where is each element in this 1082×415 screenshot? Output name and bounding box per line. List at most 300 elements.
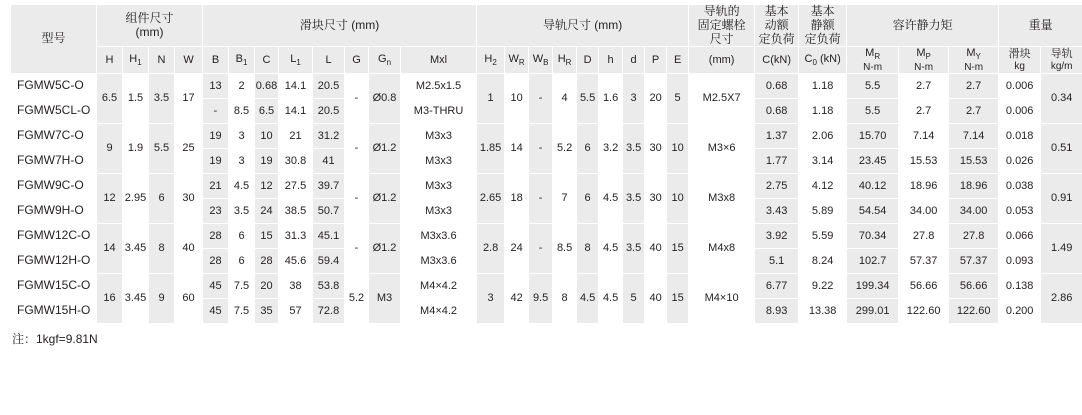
header-Mxl: Mxl: [401, 47, 477, 74]
cell-G: -: [345, 74, 369, 124]
cell-MR: 5.5: [847, 99, 899, 124]
row-model: FGMW7H-O: [11, 149, 97, 174]
cell-MY: 122.60: [949, 299, 999, 324]
cell-MY: 7.14: [949, 124, 999, 149]
cell-bolt: M4×10: [689, 274, 755, 324]
header-MY-base: M: [966, 47, 976, 60]
table-row: [11, 124, 1082, 149]
cell-Mxl: M3x3: [401, 149, 477, 174]
header-bolt-unit: (mm): [689, 47, 755, 74]
row-model: FGMW12C-O: [11, 224, 97, 249]
cell-L: 53.8: [313, 274, 345, 299]
cell-H: 6.5: [97, 74, 123, 124]
cell-G: 5.2: [345, 274, 369, 324]
cell-C: 20: [255, 274, 279, 299]
header-MR-base: M: [865, 47, 875, 60]
cell-H2: 1.85: [477, 124, 505, 174]
cell-bolt: M4x8: [689, 224, 755, 274]
cell-B1: 2: [229, 74, 255, 99]
cell-N: 5.5: [149, 124, 175, 174]
header-N: N: [149, 47, 175, 74]
cell-C-load: 3.43: [755, 199, 799, 224]
cell-C: 6.5: [255, 99, 279, 124]
cell-C: 19: [255, 149, 279, 174]
header-WR: [505, 47, 529, 74]
cell-MR: 299.01: [847, 299, 899, 324]
cell-L: 20.5: [313, 99, 345, 124]
cell-MP: 122.60: [899, 299, 949, 324]
header-L: L: [313, 47, 345, 74]
header-B: B: [203, 47, 229, 74]
cell-B1: 4.5: [229, 174, 255, 199]
cell-W: 17: [175, 74, 203, 124]
cell-D: 6: [577, 124, 599, 174]
cell-Mxl: M3x3: [401, 124, 477, 149]
cell-C: 24: [255, 199, 279, 224]
header-C0-base: C: [804, 53, 813, 66]
header-MP: [899, 47, 949, 74]
cell-G: -: [345, 224, 369, 274]
header-E: E: [667, 47, 689, 74]
header-B1-base: B: [235, 53, 243, 66]
header-rail-weight: [1041, 47, 1082, 74]
cell-MP: 34.00: [899, 199, 949, 224]
cell-H2: 1: [477, 74, 505, 124]
cell-Gn: M3: [369, 274, 401, 324]
cell-E: 5: [667, 74, 689, 124]
cell-MR: 199.34: [847, 274, 899, 299]
cell-L: 20.5: [313, 74, 345, 99]
header-W: W: [175, 47, 203, 74]
header-assembly-unit: (mm): [135, 24, 164, 39]
header-D: D: [577, 47, 599, 74]
header-P: P: [645, 47, 667, 74]
table-row: [11, 274, 1082, 299]
cell-H1: 2.95: [123, 174, 149, 224]
cell-block-weight: 0.138: [999, 274, 1041, 299]
cell-bolt: M3x8: [689, 174, 755, 224]
footnote: 注：1kgf=9.81N: [12, 332, 98, 347]
header-H1: [123, 47, 149, 74]
cell-C-load: 2.75: [755, 174, 799, 199]
header-C-kN: C(kN): [755, 47, 799, 74]
cell-Gn: Ø1.2: [369, 224, 401, 274]
cell-C0-load: 9.22: [799, 274, 847, 299]
header-model: 型号: [11, 5, 97, 74]
header-bolt-l1: 导轨的: [703, 4, 740, 18]
cell-MP: 7.14: [899, 124, 949, 149]
cell-Mxl: M3x3.6: [401, 249, 477, 274]
cell-C: 15: [255, 224, 279, 249]
cell-W: 40: [175, 224, 203, 274]
cell-MY: 2.7: [949, 99, 999, 124]
cell-L1: 38: [279, 274, 313, 299]
header-MR: [847, 47, 899, 74]
cell-Mxl: M3x3: [401, 174, 477, 199]
cell-h: 4.5: [599, 274, 623, 324]
cell-bolt: M2.5X7: [689, 74, 755, 124]
cell-MP: 2.7: [899, 99, 949, 124]
cell-WB: -: [529, 74, 553, 124]
cell-h: 4.5: [599, 224, 623, 274]
header-H1-base: H: [129, 53, 138, 66]
cell-C-load: 3.92: [755, 224, 799, 249]
header-h: h: [599, 47, 623, 74]
cell-WR: 24: [505, 224, 529, 274]
cell-N: 8: [149, 224, 175, 274]
cell-L1: 45.6: [279, 249, 313, 274]
cell-P: 40: [645, 274, 667, 324]
cell-rail-weight: 0.51: [1041, 124, 1082, 174]
cell-C: 10: [255, 124, 279, 149]
cell-L: 41: [313, 149, 345, 174]
cell-MR: 5.5: [847, 74, 899, 99]
cell-MY: 34.00: [949, 199, 999, 224]
header-L1-base: L: [290, 53, 297, 66]
cell-B: 45: [203, 299, 229, 324]
cell-Mxl: M3x3: [401, 199, 477, 224]
header-H: H: [97, 47, 123, 74]
row-model: FGMW9C-O: [11, 174, 97, 199]
cell-H: 9: [97, 124, 123, 174]
cell-L: 39.7: [313, 174, 345, 199]
header-B1: [229, 47, 255, 74]
row-model: FGMW7C-O: [11, 124, 97, 149]
cell-W: 25: [175, 124, 203, 174]
header-dynamic-load: [755, 5, 799, 47]
cell-C0-load: 8.24: [799, 249, 847, 274]
cell-block-weight: 0.038: [999, 174, 1041, 199]
cell-block-weight: 0.053: [999, 199, 1041, 224]
cell-N: 6: [149, 174, 175, 224]
row-model: FGMW5C-O: [11, 74, 97, 99]
header-block-weight-label: 滑块: [1008, 48, 1031, 61]
cell-MP: 2.7: [899, 74, 949, 99]
cell-B: 13: [203, 74, 229, 99]
cell-B1: 7.5: [229, 299, 255, 324]
cell-MR: 15.70: [847, 124, 899, 149]
header-L1-sub: 1: [296, 58, 301, 68]
header-MY: [949, 47, 999, 74]
cell-B1: 3: [229, 124, 255, 149]
header-WR-base: W: [508, 53, 519, 66]
cell-L1: 14.1: [279, 74, 313, 99]
cell-L1: 21: [279, 124, 313, 149]
cell-d: 3.5: [623, 224, 645, 274]
cell-MR: 40.12: [847, 174, 899, 199]
cell-h: 3.2: [599, 124, 623, 174]
cell-B: 23: [203, 199, 229, 224]
specification-table: [10, 4, 1082, 324]
cell-C: 12: [255, 174, 279, 199]
cell-Mxl: M3-THRU: [401, 99, 477, 124]
cell-P: 40: [645, 224, 667, 274]
cell-MP: 18.96: [899, 174, 949, 199]
header-block-weight: [999, 47, 1041, 74]
cell-block-weight: 0.093: [999, 249, 1041, 274]
cell-H1: 3.45: [123, 274, 149, 324]
cell-L1: 31.3: [279, 224, 313, 249]
cell-H: 12: [97, 174, 123, 224]
cell-N: 9: [149, 274, 175, 324]
header-dyn-l2: 动额: [764, 17, 789, 32]
cell-L: 50.7: [313, 199, 345, 224]
cell-HR: 4: [553, 74, 577, 124]
header-MR-sub: R: [874, 52, 881, 62]
header-H1-sub: 1: [137, 58, 142, 68]
cell-MY: 57.37: [949, 249, 999, 274]
cell-MR: 70.34: [847, 224, 899, 249]
table-row: [11, 224, 1082, 249]
header-d: d: [623, 47, 645, 74]
cell-d: 3: [623, 74, 645, 124]
cell-Gn: Ø1.2: [369, 174, 401, 224]
cell-B1: 7.5: [229, 274, 255, 299]
cell-N: 3.5: [149, 74, 175, 124]
cell-Gn: Ø0.8: [369, 74, 401, 124]
table-row: [11, 74, 1082, 99]
cell-H: 16: [97, 274, 123, 324]
cell-MP: 57.37: [899, 249, 949, 274]
cell-C: 35: [255, 299, 279, 324]
header-WB: [529, 47, 553, 74]
cell-block-weight: 0.006: [999, 99, 1041, 124]
cell-HR: 8.5: [553, 224, 577, 274]
cell-WR: 14: [505, 124, 529, 174]
cell-C0-load: 4.12: [799, 174, 847, 199]
cell-L1: 38.5: [279, 199, 313, 224]
header-assembly-label: 组件尺寸: [125, 10, 174, 25]
header-MR-unit: N-m: [863, 61, 883, 73]
table-header: [11, 5, 1082, 74]
cell-H1: 1.5: [123, 74, 149, 124]
cell-P: 20: [645, 74, 667, 124]
header-B1-sub: 1: [242, 58, 248, 68]
cell-WR: 10: [505, 74, 529, 124]
cell-WR: 42: [505, 274, 529, 324]
cell-h: 4.5: [599, 174, 623, 224]
cell-WR: 18: [505, 174, 529, 224]
cell-L1: 27.5: [279, 174, 313, 199]
cell-C0-load: 5.59: [799, 224, 847, 249]
cell-E: 10: [667, 124, 689, 174]
cell-B1: 3: [229, 149, 255, 174]
header-MY-unit: N-m: [964, 61, 984, 73]
cell-MY: 27.8: [949, 224, 999, 249]
cell-W: 30: [175, 174, 203, 224]
row-model: FGMW12H-O: [11, 249, 97, 274]
cell-D: 4.5: [577, 274, 599, 324]
cell-D: 8: [577, 224, 599, 274]
header-H2-base: H: [484, 53, 493, 66]
cell-C: 28: [255, 249, 279, 274]
header-MY-sub: Y: [975, 52, 981, 62]
cell-B: 19: [203, 124, 229, 149]
cell-L: 45.1: [313, 224, 345, 249]
cell-WB: -: [529, 174, 553, 224]
cell-L1: 30.8: [279, 149, 313, 174]
cell-B: -: [203, 99, 229, 124]
header-moment: 容许静力矩: [847, 5, 999, 47]
header-C0-kN: [799, 47, 847, 74]
cell-block-weight: 0.066: [999, 224, 1041, 249]
cell-C-load: 6.77: [755, 274, 799, 299]
header-HR-sub: R: [565, 58, 572, 68]
cell-C0-load: 5.89: [799, 199, 847, 224]
header-static-load: [799, 5, 847, 47]
cell-B1: 8.5: [229, 99, 255, 124]
cell-E: 15: [667, 224, 689, 274]
cell-C0-load: 1.18: [799, 74, 847, 99]
cell-Mxl: M4×4.2: [401, 299, 477, 324]
cell-P: 30: [645, 174, 667, 224]
header-Gn-base: G: [378, 53, 387, 66]
cell-C-load: 0.68: [755, 74, 799, 99]
cell-C0-load: 13.38: [799, 299, 847, 324]
cell-MR: 23.45: [847, 149, 899, 174]
cell-L1: 14.1: [279, 99, 313, 124]
cell-rail-weight: 0.91: [1041, 174, 1082, 224]
header-bolt: [689, 5, 755, 47]
header-MP-symbol: [899, 47, 948, 61]
cell-B: 19: [203, 149, 229, 174]
row-model: FGMW15H-O: [11, 299, 97, 324]
header-C0-unit: (kN): [816, 53, 841, 66]
header-H2: [477, 47, 505, 74]
cell-C0-load: 1.18: [799, 99, 847, 124]
cell-rail-weight: 1.49: [1041, 224, 1082, 274]
cell-d: 5: [623, 274, 645, 324]
cell-C: 0.68: [255, 74, 279, 99]
cell-C-load: 0.68: [755, 99, 799, 124]
cell-Mxl: M2.5x1.5: [401, 74, 477, 99]
cell-P: 30: [645, 124, 667, 174]
header-dyn-l3: 定负荷: [758, 31, 795, 46]
header-WR-sub: R: [518, 58, 525, 68]
cell-H2: 2.8: [477, 224, 505, 274]
header-MP-base: M: [916, 47, 926, 60]
cell-rail-weight: 2.86: [1041, 274, 1082, 324]
cell-d: 3.5: [623, 124, 645, 174]
header-stat-l2: 静额: [810, 17, 835, 32]
header-MP-sub: P: [925, 52, 931, 62]
table-body: [11, 74, 1082, 324]
row-model: FGMW9H-O: [11, 199, 97, 224]
cell-L1: 57: [279, 299, 313, 324]
cell-WB: -: [529, 124, 553, 174]
header-bolt-l2: 固定螺栓: [697, 17, 746, 32]
row-model: FGMW15C-O: [11, 274, 97, 299]
header-L1: [279, 47, 313, 74]
cell-L: 31.2: [313, 124, 345, 149]
cell-WB: -: [529, 224, 553, 274]
cell-L: 59.4: [313, 249, 345, 274]
cell-MY: 15.53: [949, 149, 999, 174]
header-bolt-l3: 尺寸: [709, 31, 734, 46]
cell-E: 15: [667, 274, 689, 324]
cell-MY: 2.7: [949, 74, 999, 99]
header-H2-sub: 2: [492, 58, 497, 68]
header-MY-symbol: [949, 47, 998, 61]
header-WB-base: W: [532, 53, 544, 66]
cell-C-load: 1.37: [755, 124, 799, 149]
cell-G: -: [345, 174, 369, 224]
cell-MY: 18.96: [949, 174, 999, 199]
header-C: C: [255, 47, 279, 74]
cell-C0-load: 3.14: [799, 149, 847, 174]
header-MP-unit: N-m: [914, 61, 934, 73]
cell-G: -: [345, 124, 369, 174]
cell-H: 14: [97, 224, 123, 274]
cell-B: 45: [203, 274, 229, 299]
cell-H1: 3.45: [123, 224, 149, 274]
header-stat-l1: 基本: [810, 4, 835, 18]
cell-B1: 6: [229, 224, 255, 249]
cell-B: 28: [203, 224, 229, 249]
cell-B1: 6: [229, 249, 255, 274]
header-assembly: [97, 5, 203, 47]
cell-MP: 27.8: [899, 224, 949, 249]
cell-W: 60: [175, 274, 203, 324]
header-Gn: [369, 47, 401, 74]
cell-Mxl: M4×4.2: [401, 274, 477, 299]
cell-C-load: 1.77: [755, 149, 799, 174]
cell-D: 6: [577, 174, 599, 224]
cell-B: 28: [203, 249, 229, 274]
header-block-weight-unit: kg: [1014, 60, 1025, 72]
cell-block-weight: 0.018: [999, 124, 1041, 149]
cell-Gn: Ø1.2: [369, 124, 401, 174]
cell-H2: 2.65: [477, 174, 505, 224]
header-rail-weight-label: 导轨: [1050, 48, 1073, 61]
cell-block-weight: 0.006: [999, 74, 1041, 99]
header-WB-sub: B: [543, 58, 549, 68]
header-block: 滑块尺寸 (mm): [203, 5, 477, 47]
cell-L: 72.8: [313, 299, 345, 324]
cell-C0-load: 2.06: [799, 124, 847, 149]
cell-B1: 3.5: [229, 199, 255, 224]
cell-h: 1.6: [599, 74, 623, 124]
cell-D: 5.5: [577, 74, 599, 124]
cell-rail-weight: 0.34: [1041, 74, 1082, 124]
header-C0-sub: 0: [812, 58, 817, 68]
header-MR-symbol: [847, 47, 898, 61]
cell-MR: 102.7: [847, 249, 899, 274]
cell-WB: 9.5: [529, 274, 553, 324]
cell-E: 10: [667, 174, 689, 224]
cell-HR: 8: [553, 274, 577, 324]
cell-block-weight: 0.026: [999, 149, 1041, 174]
header-HR: [553, 47, 577, 74]
row-model: FGMW5CL-O: [11, 99, 97, 124]
cell-d: 3.5: [623, 174, 645, 224]
header-rail-weight-unit: kg/m: [1050, 60, 1073, 72]
cell-C-load: 5.1: [755, 249, 799, 274]
cell-B: 21: [203, 174, 229, 199]
cell-MY: 56.66: [949, 274, 999, 299]
cell-H2: 3: [477, 274, 505, 324]
header-dyn-l1: 基本: [764, 4, 789, 18]
header-stat-l3: 定负荷: [804, 31, 841, 46]
cell-bolt: M3×6: [689, 124, 755, 174]
cell-MR: 54.54: [847, 199, 899, 224]
cell-Mxl: M3x3.6: [401, 224, 477, 249]
header-Gn-sub: n: [386, 58, 392, 68]
cell-HR: 5.2: [553, 124, 577, 174]
cell-H1: 1.9: [123, 124, 149, 174]
cell-MP: 56.66: [899, 274, 949, 299]
header-HR-base: H: [557, 53, 566, 66]
